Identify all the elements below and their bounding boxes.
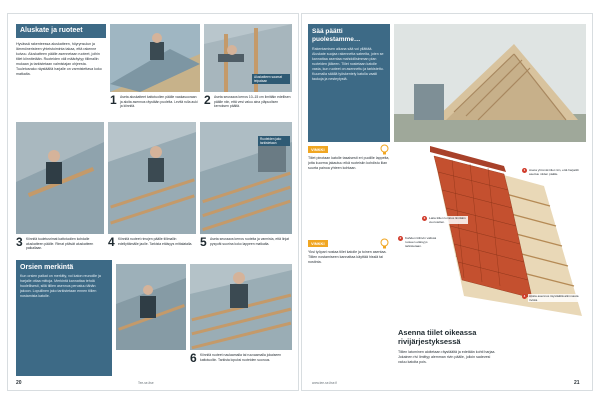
orsien-panel bbox=[16, 260, 112, 376]
left-page bbox=[8, 14, 298, 390]
page-footer: www.tee-se-itse.fi bbox=[312, 381, 337, 385]
lightbulb-icon bbox=[380, 144, 389, 156]
page-number: 21 bbox=[574, 380, 580, 386]
vinkki-text: Yksi työpari nostaa tiilet katolle ja toinen asentaa. Tiilien nostamiseen kannattaa käyttää hissiä tai nostinta. bbox=[308, 250, 387, 264]
callout-marker: 4 bbox=[523, 294, 526, 298]
step-number: 3 bbox=[16, 235, 23, 249]
section-header: Aluskate ja ruoteet bbox=[16, 24, 106, 38]
lightbulb-icon bbox=[380, 238, 389, 250]
step-number: 2 bbox=[204, 93, 211, 107]
vinkki-tag: VINKKI bbox=[308, 146, 328, 153]
step-text: Aseta aluskatteet kattotuolien päälle vaakasuoraan ja aloita asennus räystään puolelta. Levitä rulla auki ja kiinnitä. bbox=[120, 95, 198, 109]
diagram-label: Aseta ylimmät tiilet niin, että harjatiili asettuu niiden päälle. bbox=[528, 168, 584, 176]
step-text: Kiinnitä tuuletusrimat kattotuolien kohdalle aluskatteen päälle. Rimat pitävät aluskatteen paikallaan. bbox=[26, 237, 94, 251]
photo-step-3 bbox=[16, 122, 104, 234]
vinkki-text: Tiilet pinotaan katolle tasaisesti eri puolille lappeita, jotta kuorma jakautuu eikä ruoteisiin kohdistu liian suurta painoa yhteen kohtaan. bbox=[308, 156, 390, 170]
step-number: 5 bbox=[200, 235, 207, 249]
orsien-text: Kun orsien paikat on merkitty, voi katon reunoille ja harjalle ottaa mittoja. Merkintä kannattaa tehdä huolellisesti, sillä tiilien asennus perustuu tähän jakoon. Lopullinen jako tarkistetaan ennen tiilien nostamista katolle. bbox=[20, 274, 101, 298]
photo-step-2 bbox=[204, 24, 292, 92]
diagram-label: Kahden tiilirivin välissä ruoteen etäisyys tarkistetaan. bbox=[404, 236, 444, 248]
photo-orsien bbox=[116, 264, 186, 350]
section-title: Asenna tiilet oikeassa rivijärjestyksessä bbox=[398, 328, 477, 346]
panel-title: Sää päätti puolestamme… bbox=[312, 28, 361, 43]
step-text: Kiinnitä ruoteet naulaamalla tai ruuvaamalla jokaiseen kattotuoliin. Tarkista lopuksi ruoteiden suoruus. bbox=[200, 353, 282, 362]
step-text: Aseta seuraava kerros ruoteita ja varmista, että linjat pysyvät suorina koko lappeen matkalta. bbox=[210, 237, 289, 246]
photo-step-5 bbox=[200, 122, 292, 234]
step-text: Aseta seuraava kerros 10–15 cm limittäin edellisen päälle niin, että vesi valuu aina yläpuolisen kerroksen päältä. bbox=[214, 95, 291, 109]
step-number: 1 bbox=[110, 93, 117, 107]
photo-step-4 bbox=[108, 122, 196, 234]
roof-tile-diagram bbox=[394, 146, 586, 326]
photo-caption: Ruoteiden jako tarkistetaan bbox=[258, 136, 290, 146]
intro-text: Hyvässä rakenteessa aluskatteen, höyrynsulun ja lämmöneristeen yhteistoiminta takaa, että rakenne kuivuu. Aluskatteen päälle asennetaan ruoteet, joihin tiilet kiinnitetään. Ruoteiden väli määräytyy tiilimallin mukaan ja tarkistetaan valmistajan ohjeesta. Tuuletusrako räystäältä harjalle on varmistettava koko matkalta. bbox=[16, 42, 102, 76]
callout-marker: 3 bbox=[423, 216, 426, 220]
callout-marker: 1 bbox=[523, 168, 526, 172]
section-text: Tiilien latominen aloitetaan räystäältä ja edetään kohti harjaa. Jokainen rivi limittyy alemman rivin päälle, jolloin sadevesi valuu katolta pois. bbox=[398, 350, 496, 364]
photo-step-1 bbox=[110, 24, 200, 92]
right-page bbox=[302, 14, 592, 390]
orsien-header: Orsien merkintä bbox=[20, 264, 74, 271]
step-text: Kiinnitä ruoteet rimojen päälle tiilimallin edellyttämälle jaolle. Tarkista etäisyys mittalatalla. bbox=[118, 237, 193, 246]
step-number: 4 bbox=[108, 235, 115, 249]
weather-panel bbox=[308, 24, 390, 142]
diagram-label: Laita tiilien lomitus limittäin vuorotellen. bbox=[428, 216, 468, 224]
panel-text: Rakentamisen aikana sää voi yllättää. Aluskate suojaa rakennetta sateelta, joten se kannattaa asentaa mahdollisimman pian ruoteiden jälkeen. Tiilet nostetaan katolle vasta, kun ruoteet on asennettu ja tarkistettu. Kuumalla säällä työskentely katolla vaatii taukoja ja nesteytystä. bbox=[312, 47, 384, 81]
photo-caption: Aluskatteen saumat teipataan bbox=[252, 74, 290, 84]
vinkki-tag: VINKKI bbox=[308, 240, 328, 247]
callout-marker: 2 bbox=[399, 236, 402, 240]
photo-roof-frame bbox=[394, 24, 586, 142]
step-number: 6 bbox=[190, 351, 197, 365]
page-number: 20 bbox=[16, 380, 22, 386]
page-footer: Tee-se-itse bbox=[138, 381, 154, 385]
diagram-label: Aloita asennus räystäältä alimmasta rivistä. bbox=[528, 294, 584, 302]
photo-step-6 bbox=[190, 264, 292, 350]
